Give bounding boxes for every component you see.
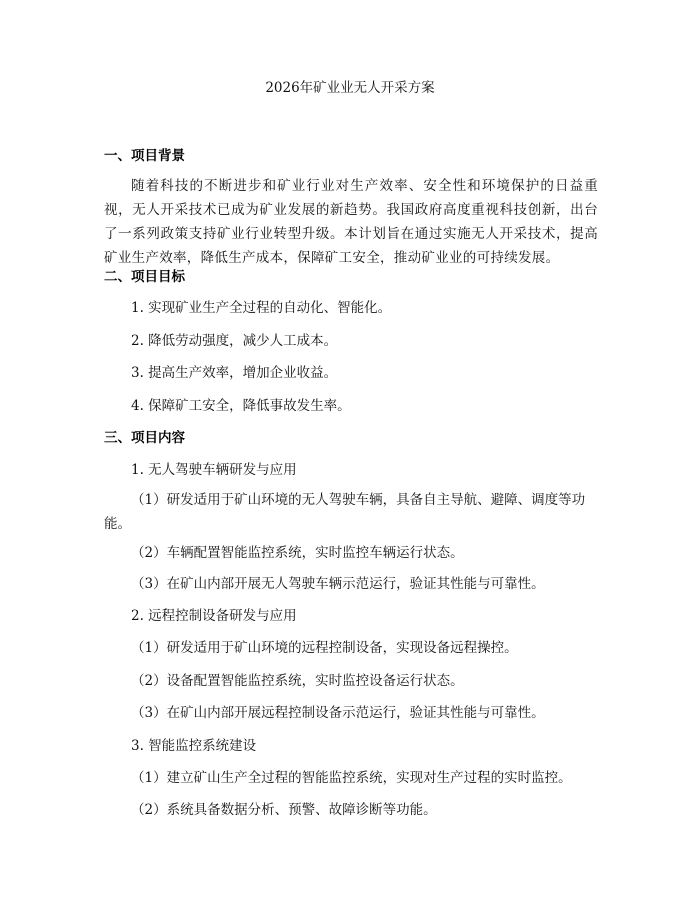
goal-item: 4. 保障矿工安全，降低事故发生率。 — [131, 398, 351, 414]
subsection-item: （3）在矿山内部开展远程控制设备示范运行，验证其性能与可靠性。 — [131, 705, 545, 721]
goal-item: 2. 降低劳动强度，减少人工成本。 — [131, 333, 338, 349]
section-heading-background: 一、项目背景 — [104, 148, 185, 164]
section-paragraph-background: 随着科技的不断进步和矿业行业对生产效率、安全性和环境保护的日益重视，无人开采技术已成为矿业发展的新趋势。我国政府高度重视科技创新，出台了一系列政策支持矿业行业转型升级。本计划旨在通过实施无人开采技术，提高矿业生产效率，降低生产成本，保障矿工安全，推动矿业业的可持续发展。 — [104, 178, 598, 266]
goal-item: 3. 提高生产效率，增加企业收益。 — [131, 365, 338, 381]
subsection-item: （2）设备配置智能监控系统，实时监控设备运行状态。 — [131, 673, 464, 689]
document-title: 2026年矿业业无人开采方案 — [265, 80, 435, 96]
subsection-item: （3）在矿山内部开展无人驾驶车辆示范运行，验证其性能与可靠性。 — [131, 576, 545, 592]
subsection-item: （2）系统具备数据分析、预警、故障诊断等功能。 — [131, 802, 437, 818]
subsection-title: 3. 智能监控系统建设 — [131, 738, 257, 754]
subsection-item: （2）车辆配置智能监控系统，实时监控车辆运行状态。 — [131, 545, 464, 561]
section-heading-goals: 二、项目目标 — [104, 269, 185, 285]
section-heading-content: 三、项目内容 — [104, 430, 185, 446]
subsection-item: （1）建立矿山生产全过程的智能监控系统，实现对生产过程的实时监控。 — [131, 770, 572, 786]
subsection-item: （1）研发适用于矿山环境的远程控制设备，实现设备远程操控。 — [131, 640, 518, 656]
subsection-title: 1. 无人驾驶车辆研发与应用 — [131, 462, 297, 478]
subsection-item: （1）研发适用于矿山环境的无人驾驶车辆，具备自主导航、避障、调度等功能。 — [104, 492, 586, 532]
goal-item: 1. 实现矿业生产全过程的自动化、智能化。 — [131, 300, 392, 316]
subsection-title: 2. 远程控制设备研发与应用 — [131, 608, 297, 624]
